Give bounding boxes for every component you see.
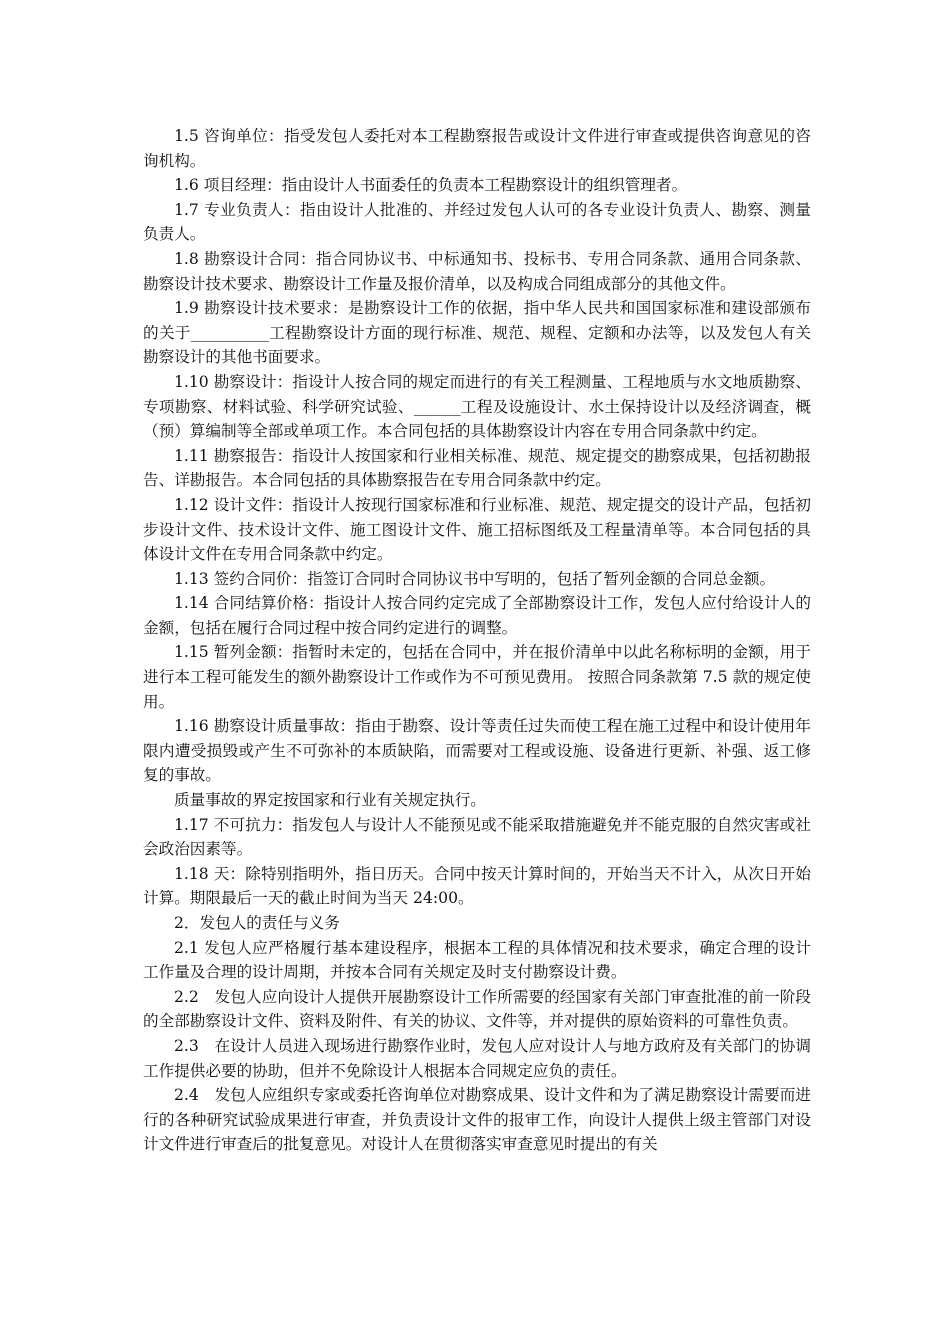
clause-1-14: 1.14 合同结算价格：指设计人按合同约定完成了全部勘察设计工作，发包人应付给设计人的金额，包括在履行合同过程中按合同约定进行的调整。	[143, 594, 811, 637]
clause-1-18: 1.18 天：除特别指明外，指日历天。合同中按天计算时间的，开始当天不计入，从次日开始计算。期限最后一天的截止时间为当天 24:00。	[143, 864, 811, 908]
clause-1-11: 1.11 勘察报告：指设计人按国家和行业相关标准、规范、规定提交的勘察成果，包括初勘报告、详勘报告。本合同包括的具体勘察报告在专用合同条款中约定。	[143, 446, 811, 490]
clause-1-9: 1.9 勘察设计技术要求：是勘察设计工作的依据，指中华人民共和国国家标准和建设部颁布的关于__________工程勘察设计方面的现行标准、规范、规程、定额和办法等，以及发包人有关勘察设计的其他书面要求。	[143, 299, 811, 367]
clause-1-16: 1.16 勘察设计质量事故：指由于勘察、设计等责任过失而使工程在施工过程中和设计使用年限内遭受损毁或产生不可弥补的本质缺陷，而需要对工程或设施、设备进行更新、补强、返工修复的事故。	[143, 717, 811, 785]
clause-1-8: 1.8 勘察设计合同：指合同协议书、中标通知书、投标书、专用合同条款、通用合同条款、勘察设计技术要求、勘察设计工作量及报价清单，以及构成合同组成部分的其他文件。	[143, 249, 811, 293]
clause-1-12: 1.12 设计文件：指设计人按现行国家标准和行业标准、规范、规定提交的设计产品，包括初步设计文件、技术设计文件、施工图设计文件、施工招标图纸及工程量清单等。本合同包括的具体设计文件在专用合同条款中约定。	[143, 495, 811, 564]
clause-2-4: 2.4 发包人应组织专家或委托咨询单位对勘察成果、设计文件和为了满足勘察设计需要而进行的各种研究试验成果进行审查，并负责设计文件的报审工作，向设计人提供上级主管部门对设计文件进行审查后的批复意见。对设计人在贯彻落实审查意见时提出的有关	[143, 1086, 811, 1154]
clause-1-6: 1.6 项目经理：指由设计人书面委任的负责本工程勘察设计的组织管理者。	[174, 176, 688, 195]
clause-1-15: 1.15 暂列金额：指暂时未定的，包括在合同中，并在报价清单中以此名称标明的金额，用于进行本工程可能发生的额外勘察设计工作或作为不可预见费用。 按照合同条款第 7.5 款的规定使用。	[143, 643, 811, 711]
document-page	[143, 124, 811, 1157]
clause-1-16-note: 质量事故的界定按国家和行业有关规定执行。	[174, 791, 486, 810]
clause-1-7: 1.7 专业负责人：指由设计人批准的、并经过发包人认可的各专业设计负责人、勘察、测量负责人。	[143, 200, 811, 244]
clause-1-17: 1.17 不可抗力：指发包人与设计人不能预见或不能采取措施避免并不能克服的自然灾害或社会政治因素等。	[143, 815, 811, 859]
clause-2-3: 2.3 在设计人员进入现场进行勘察作业时，发包人应对设计人与地方政府及有关部门的协调工作提供必要的协助，但并不免除设计人根据本合同规定应负的责任。	[143, 1036, 811, 1080]
clause-1-10: 1.10 勘察设计：指设计人按合同的规定而进行的有关工程测量、工程地质与水文地质勘察、专项勘察、材料试验、科学研究试验、______工程及设施设计、水土保持设计以及经济调查，概（预）算编制等全部或单项工作。本合同包括的具体勘察设计内容在专用合同条款中约定。	[143, 372, 811, 441]
clause-2-2: 2.2 发包人应向设计人提供开展勘察设计工作所需要的经国家有关部门审查批准的前一阶段的全部勘察设计文件、资料及附件、有关的协议、文件等，并对提供的原始资料的可靠性负责。	[143, 987, 811, 1031]
clause-1-13: 1.13 签约合同价：指签订合同时合同协议书中写明的，包括了暂列金额的合同总金额。	[174, 569, 776, 588]
clause-2-1: 2.1 发包人应严格履行基本建设程序，根据本工程的具体情况和技术要求，确定合理的设计工作量及合理的设计周期，并按本合同有关规定及时支付勘察设计费。	[143, 938, 811, 982]
clause-1-5: 1.5 咨询单位：指受发包人委托对本工程勘察报告或设计文件进行审查或提供咨询意见的咨询机构。	[143, 127, 811, 170]
section-2-heading: 2．发包人的责任与义务	[174, 914, 340, 932]
